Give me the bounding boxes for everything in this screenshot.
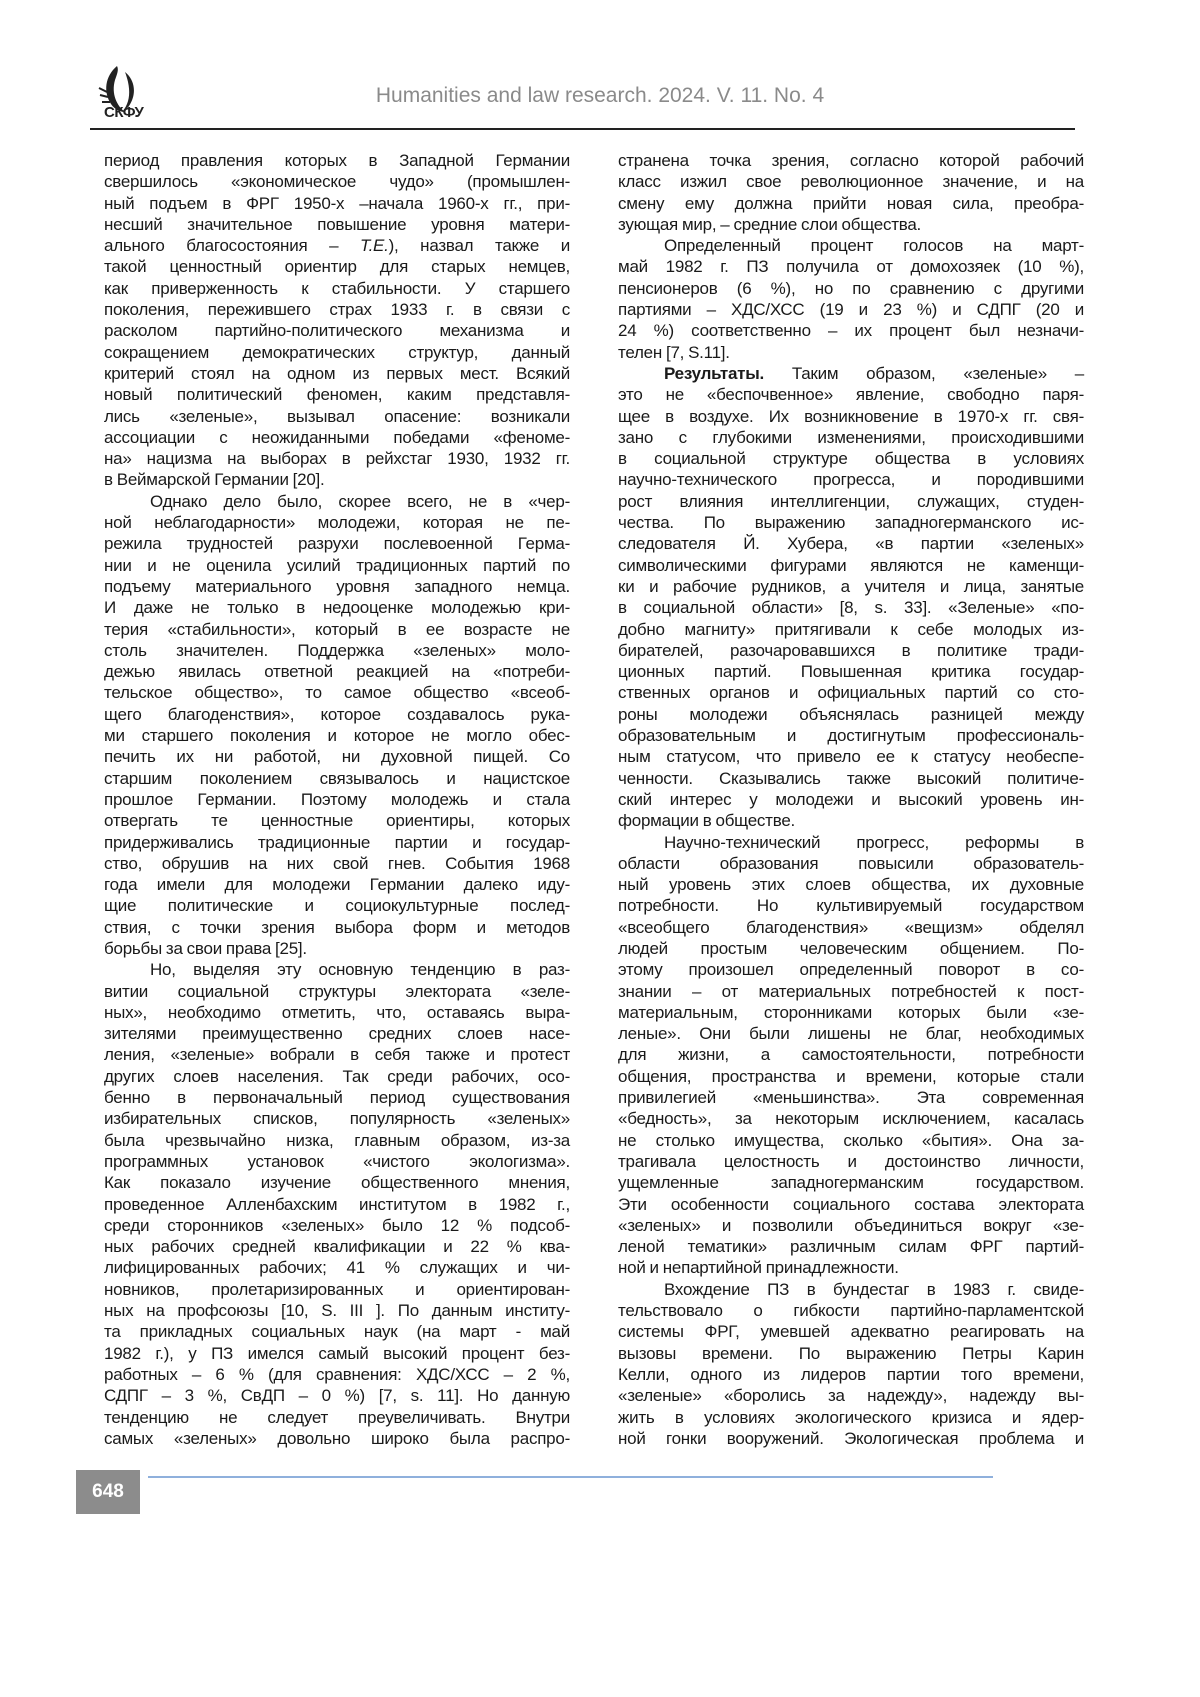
text-line: щие политические и социокультурные послед- bbox=[104, 896, 570, 916]
page-number: 648 bbox=[76, 1470, 140, 1514]
text-line: ки и рабочие рудников, а учителя и лица, занятые bbox=[618, 576, 1084, 596]
text-line: в Веймарской Германии [20]. bbox=[104, 470, 325, 490]
text-line: общения, пространства и времени, которые стали bbox=[618, 1066, 1084, 1086]
text-line: расколом партийно-политического механизма и bbox=[104, 321, 570, 341]
text-line: ный подъем в ФРГ 1950-х –начала 1960-х гг., при- bbox=[104, 193, 570, 213]
text-line: рост влияния интеллигенции, служащих, студен- bbox=[618, 491, 1084, 511]
text-line: ных рабочих средней квалификации и 22 % ква- bbox=[104, 1237, 570, 1257]
text-line: щее в воздухе. Их возникновение в 1970-х гг. свя- bbox=[618, 406, 1084, 426]
text-line: ствия, с точки зрения выбора форм и методов bbox=[104, 917, 570, 937]
text-line: области образования повысили образователь- bbox=[618, 853, 1084, 873]
text-line: сокращением демократических структур, данный bbox=[104, 342, 570, 362]
text-line: новников, пролетаризированных и ориентирован- bbox=[104, 1279, 570, 1299]
text-line: ной неблагодарности» молодежи, которая не пе- bbox=[104, 513, 570, 533]
text-line: ассоциации с неожиданными победами «феноме- bbox=[104, 427, 570, 447]
text-line: печить их ни работой, ни духовной пищей. Со bbox=[104, 747, 570, 767]
paragraph bbox=[618, 150, 1084, 235]
text-line: отвергать те ценностные ориентиры, которых bbox=[104, 811, 570, 831]
text-line: чества. По выражению западногерманского ис- bbox=[618, 513, 1084, 533]
text-line: в социальной области» [8, s. 33]. «Зеленые» «по- bbox=[618, 598, 1084, 618]
text-line: других слоев населения. Так среди рабочих, осо- bbox=[104, 1066, 570, 1086]
text-line: смену ему должна прийти новая сила, преобра- bbox=[618, 193, 1084, 213]
text-line: вызовы времени. По выражению Петры Карин bbox=[618, 1343, 1084, 1363]
text-line-rest: Таким образом, «зеленые» – bbox=[763, 363, 1084, 383]
text-line: тенденцию не следует преувеличивать. Внутри bbox=[104, 1407, 570, 1427]
paragraph bbox=[618, 363, 1084, 832]
text-line: бенно в первоначальный период существования bbox=[104, 1088, 570, 1108]
text-line: образовательным и достигнутым профессиональ- bbox=[618, 726, 1084, 746]
text-line: как приверженность к стабильности. У старшего bbox=[104, 278, 570, 298]
text-line: зителями преимущественно средних слоев насе- bbox=[104, 1024, 570, 1044]
text-line: программных установок «чистого экологизма». bbox=[104, 1151, 570, 1171]
text-line: ный уровень этих слоев общества, их духовные bbox=[618, 875, 1084, 895]
text-line: ский интерес у молодежи и высокий уровень ин- bbox=[618, 789, 1084, 809]
text-line: года имели для молодежи Германии далеко иду- bbox=[104, 875, 570, 895]
text-line: поколения, пережившего страх 1933 г. в связи с bbox=[104, 300, 570, 320]
right-column bbox=[618, 150, 1084, 1449]
text-line: дежью явилась ответной реакцией на «потреби- bbox=[104, 662, 570, 682]
text-line: «зеленые» «боролись за надежду», надежду вы- bbox=[618, 1386, 1084, 1406]
text-line: роны молодежи объяснялась разницей между bbox=[618, 704, 1084, 724]
text-line: среди сторонников «зеленых» было 12 % подсоб- bbox=[104, 1215, 570, 1235]
text-line: формации в обществе. bbox=[618, 811, 795, 831]
text-line: подъему материального уровня западного немца. bbox=[104, 576, 570, 596]
text-line: придерживались традиционные партии и государ- bbox=[104, 832, 570, 852]
header-divider bbox=[90, 128, 1075, 130]
text-line: была чрезвычайно низка, главным образом, из-за bbox=[104, 1130, 570, 1150]
text-line: нии и не оценила усилий традиционных партий по bbox=[104, 555, 570, 575]
paragraph bbox=[618, 235, 1084, 363]
text-line: витии социальной структуры электората «зеле- bbox=[104, 981, 570, 1001]
text-line: ального благосостояния – Т.Е.), назвал также и bbox=[104, 236, 570, 256]
text-line: 24 %) соответственно – их процент был незначи- bbox=[618, 321, 1084, 341]
text-line: «всеобщего благоденствия» «вещизм» обделял bbox=[618, 917, 1084, 937]
text-line: трагивала целостность и достоинство личности, bbox=[618, 1151, 1084, 1171]
text-line: Научно-технический прогресс, реформы в bbox=[664, 832, 1084, 852]
text-line: странена точка зрения, согласно которой рабочий bbox=[618, 151, 1084, 170]
text-line bbox=[618, 363, 1084, 384]
text-line: столь значителен. Поддержка «зеленых» моло- bbox=[104, 640, 570, 660]
text-line: этому произошел определенный поворот в со- bbox=[618, 960, 1084, 980]
text-line: период правления которых в Западной Германии bbox=[104, 151, 570, 170]
text-line: телен [7, S.11]. bbox=[618, 342, 730, 362]
text-line: партиями – ХДС/ХСС (19 и 23 %) и СДПГ (20 и bbox=[618, 300, 1084, 320]
journal-title: Humanities and law research. 2024. V. 11. No. 4 bbox=[375, 84, 825, 107]
text-line: «бедность», за некоторым исключением, касалась bbox=[618, 1109, 1084, 1129]
text-line: людей простым человеческим общением. По- bbox=[618, 938, 1084, 958]
text-line: май 1982 г. ПЗ получила от домохозяек (10 %), bbox=[618, 257, 1084, 277]
text-line: ми старшего поколения и которое не могло обес- bbox=[104, 726, 570, 746]
text-line: зано с глубокими изменениями, происходившими bbox=[618, 427, 1084, 447]
paragraph bbox=[104, 959, 570, 1449]
text-line: леные». Они были лишены не благ, необходимых bbox=[618, 1024, 1084, 1044]
text-line: ной и непартийной принадлежности. bbox=[618, 1258, 899, 1278]
text-line: добно магниту» притягивали к себе молодых из- bbox=[618, 619, 1084, 639]
text-line: такой ценностный ориентир для старых немцев, bbox=[104, 257, 570, 277]
text-line: проведенное Алленбахским институтом в 1982 г., bbox=[104, 1194, 570, 1214]
text-line: символическими фигурами являются не каменщи- bbox=[618, 555, 1084, 575]
text-line: бирателей, разочаровавшихся в политике тради- bbox=[618, 640, 1084, 660]
text-line: ления, «зеленые» вобрали в себя также и протест bbox=[104, 1045, 570, 1065]
text-line: борьбы за свои права [25]. bbox=[104, 938, 307, 958]
paragraph bbox=[618, 1279, 1084, 1449]
text-line: Как показало изучение общественного мнения, bbox=[104, 1173, 570, 1193]
text-line: избирательных списков, популярность «зеленых» bbox=[104, 1109, 570, 1129]
text-line: ственных органов и официальных партий со сто- bbox=[618, 683, 1084, 703]
author-initials: Т.Е. bbox=[359, 236, 389, 256]
text-line: Эти особенности социального состава электората bbox=[618, 1194, 1084, 1214]
text-line: потребности. Но культивируемый государством bbox=[618, 896, 1084, 916]
text-line: терия «стабильности», который в ее возрасте не bbox=[104, 619, 570, 639]
text-line: научно-технического прогресса, и породившими bbox=[618, 470, 1084, 490]
text-line: ционных партий. Повышенная критика государ- bbox=[618, 662, 1084, 682]
text-line: пенсионеров (6 %), но по сравнению с другими bbox=[618, 278, 1084, 298]
text-line: старшим поколением связывалось и нацистское bbox=[104, 768, 570, 788]
text-line: И даже не только в недооценке молодежью кри- bbox=[104, 598, 570, 618]
text-line: ство, обрушив на них свой гнев. События 1968 bbox=[104, 853, 570, 873]
text-line: ущемленные западногерманским государством. bbox=[618, 1173, 1084, 1193]
text-line: зующая мир, – средние слои общества. bbox=[618, 214, 922, 234]
text-line: СДПГ – 3 %, СвДП – 0 %) [7, s. 11]. Но данную bbox=[104, 1386, 570, 1406]
text-line: материальным, сторонниками которых были «зе- bbox=[618, 1002, 1084, 1022]
text-line: режила трудностей разрухи послевоенной Герма- bbox=[104, 534, 570, 554]
text-line: Но, выделяя эту основную тенденцию в раз- bbox=[150, 960, 570, 980]
text-line: Однако дело было, скорее всего, не в «чер- bbox=[150, 491, 570, 511]
text-line: ных на профсоюзы [10, S. III ]. По данным институ- bbox=[104, 1301, 570, 1321]
text-line: на» нацизма на выборах в рейхстаг 1930, 1932 гг. bbox=[104, 449, 570, 469]
text-line: знании – от материальных потребностей к пост- bbox=[618, 981, 1084, 1001]
logo-text: СКФУ bbox=[104, 104, 144, 121]
text-line: новый политический феномен, каким представля- bbox=[104, 385, 570, 405]
text-line: та прикладных социальных наук (на март - май bbox=[104, 1322, 570, 1342]
section-heading: Результаты. bbox=[664, 363, 764, 383]
text-line: ной гонки вооружений. Экологическая проблема и bbox=[618, 1428, 1084, 1448]
text-line: прошлое Германии. Поэтому молодежь и стала bbox=[104, 789, 570, 809]
text-line: работных – 6 % (для сравнения: ХДС/ХСС – 2 %, bbox=[104, 1364, 570, 1384]
left-column bbox=[104, 150, 570, 1449]
text-line: класс изжил свое революционное значение, и на bbox=[618, 172, 1084, 192]
text-line: ным статусом, что привело ее к статусу необеспе- bbox=[618, 747, 1084, 767]
text-line: тельское общество», то самое общество «всеоб- bbox=[104, 683, 570, 703]
text-line: ченности. Сказывались также высокий политиче- bbox=[618, 768, 1084, 788]
text-line: Келли, одного из лидеров партии того времени, bbox=[618, 1364, 1084, 1384]
text-line: самых «зеленых» довольно широко была распро- bbox=[104, 1428, 570, 1448]
text-line: привилегией «меньшинства». Эта современная bbox=[618, 1088, 1084, 1108]
text-line: щего благоденствия», которое создавалось рука- bbox=[104, 704, 570, 724]
text-line: следователя Й. Хубера, «в партии «зеленых» bbox=[618, 534, 1084, 554]
text-line: лифицированных рабочих; 41 % служащих и чи- bbox=[104, 1258, 570, 1278]
text-line: Определенный процент голосов на март- bbox=[664, 236, 1084, 256]
text-line: лись «зеленые», вызывал опасение: возникали bbox=[104, 406, 570, 426]
text-line: жить в условиях экологического кризиса и ядер- bbox=[618, 1407, 1084, 1427]
text-line: свершилось «экономическое чудо» (промышлен- bbox=[104, 172, 570, 192]
paragraph bbox=[618, 832, 1084, 1279]
text-line: «зеленых» и позволили объединиться вокруг «зе- bbox=[618, 1215, 1084, 1235]
footer-divider bbox=[148, 1476, 993, 1478]
text-line: Вхождение ПЗ в бундестаг в 1983 г. свиде- bbox=[664, 1279, 1084, 1299]
paragraph bbox=[104, 491, 570, 960]
text-line: леной тематики» различным силам ФРГ партий- bbox=[618, 1237, 1084, 1257]
text-line: не столько имущества, сколько «бытия». Она за- bbox=[618, 1130, 1084, 1150]
text-line: это не «беспочвенное» явление, свободно паря- bbox=[618, 385, 1084, 405]
text-line: тельствовало о гибкости партийно-парламентской bbox=[618, 1301, 1084, 1321]
text-line: 1982 г.), у ПЗ имелся самый высокий процент без- bbox=[104, 1343, 570, 1363]
text-line: несший значительное повышение уровня матери- bbox=[104, 214, 570, 234]
text-line: ных», необходимо отметить, что, оставаясь выра- bbox=[104, 1002, 570, 1022]
paragraph bbox=[104, 150, 570, 491]
text-line: системы ФРГ, умевшей адекватно реагировать на bbox=[618, 1322, 1084, 1342]
text-line: для жизни, а самостоятельности, потребности bbox=[618, 1045, 1084, 1065]
text-line: критерий стоял на одном из первых мест. Всякий bbox=[104, 363, 570, 383]
text-line: в социальной структуре общества в условиях bbox=[618, 449, 1084, 469]
